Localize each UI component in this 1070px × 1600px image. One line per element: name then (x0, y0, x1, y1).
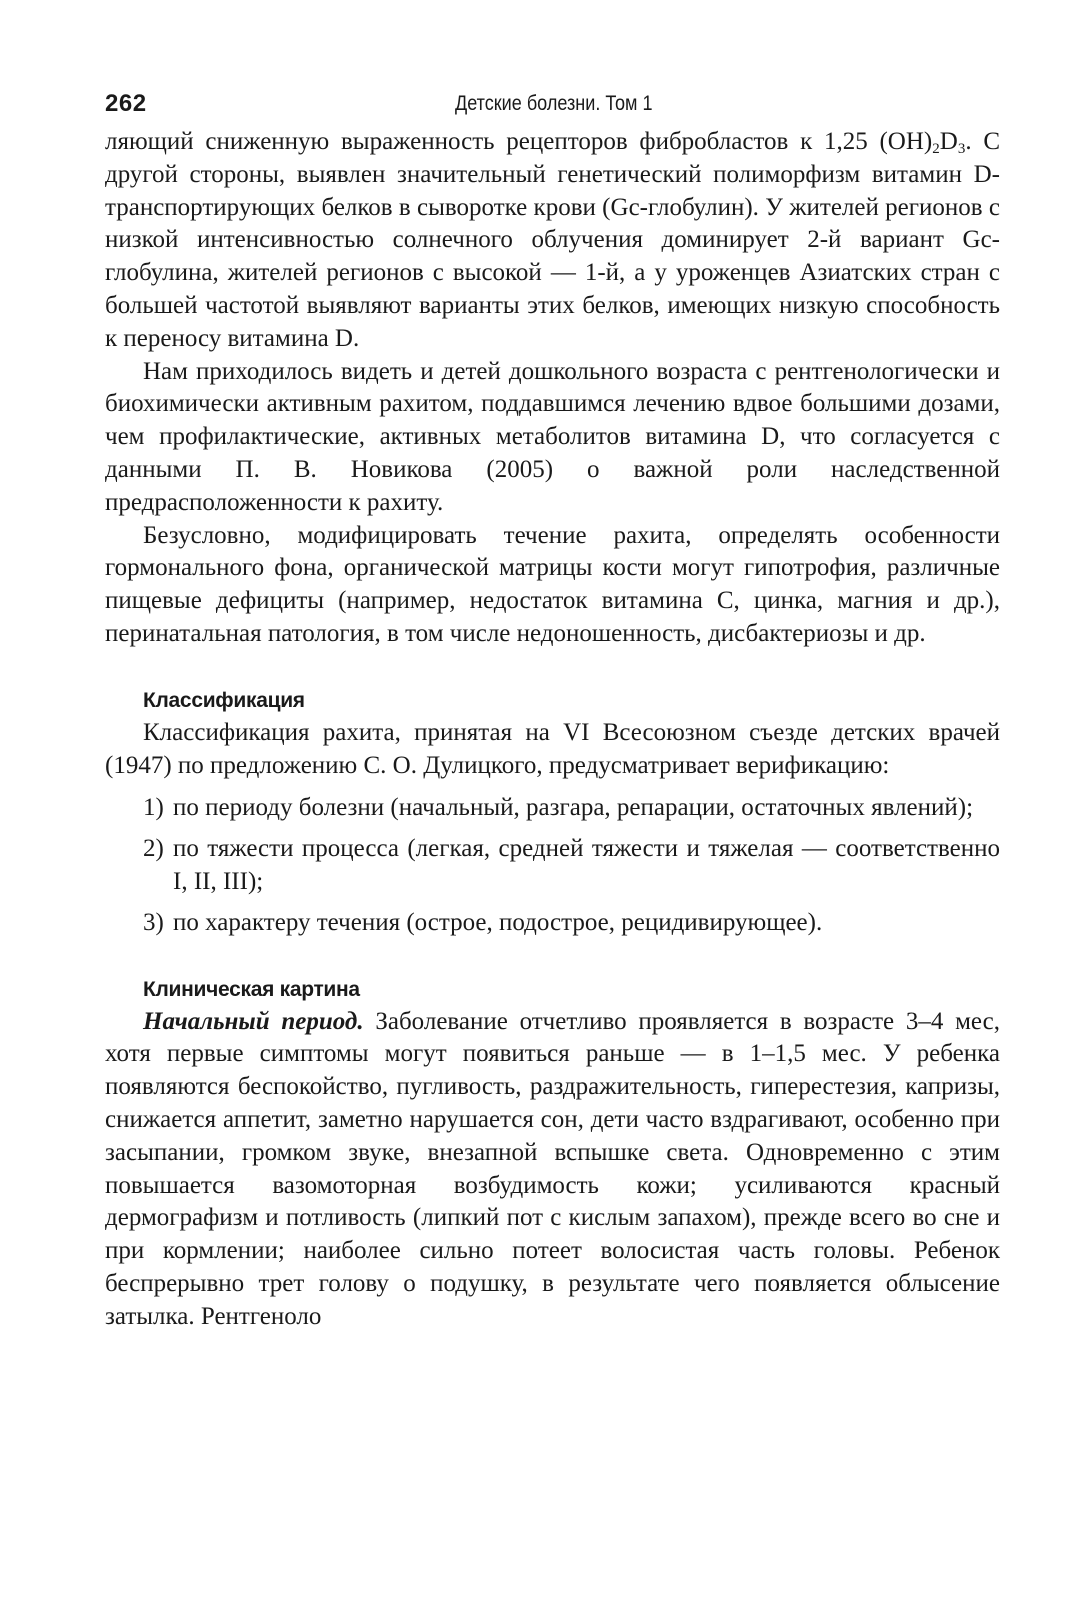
book-page (105, 86, 1000, 1334)
subscript: 2 (932, 141, 940, 157)
book-title: Детские болезни. Том 1 (455, 92, 653, 115)
list-item-text: по периоду болезни (начальный, разгара, репарации, остаточных явлений); (173, 794, 974, 822)
list-item-number: 3) (143, 908, 164, 936)
body-text (105, 126, 1000, 1334)
list-item (105, 833, 1000, 899)
list-item-number: 2) (143, 835, 164, 863)
list-item (105, 907, 1000, 940)
page-number: 262 (105, 90, 147, 117)
paragraph-text: D (939, 128, 958, 155)
paragraph-text: Заболевание отчетливо проявляется в возрасте 3–4 мес, хотя первые симптомы могут появиться раньше — в 1–1,5 мес. У ребенка появляются беспокойство, пугливость, раздражительность, гиперестезия, капризы, снижается аппетит, заметно нарушается сон, дети часто вздрагивают, особенно при засыпании, громком звуке, внезапной вспышке света. Одновременно с этим повышается вазомоторная возбудимость кожи; усиливаются красный дермографизм и потливость (липкий пот с кислым запахом), прежде всего во сне и при кормлении; наиболее сильно потеет волосистая часть головы. Ребенок беспрерывно трет голову о подушку, в результате чего появляется облысение затылка. Рентгеноло (105, 1007, 1000, 1330)
paragraph-continuation (105, 126, 1000, 356)
list-item-number: 1) (143, 794, 164, 822)
paragraph-text: . С другой стороны, выявлен значительный генетический полиморфизм витамин D-транспортирующих белков в сыворотке крови (Gc-глобулин). У жителей регионов с низкой интенсивностью солнечного облучения доминирует 2-й вариант Gc-глобулина, жителей регионов с высокой — 1-й, а у уроженцев Азиатских стран с большей частотой выявляют варианты этих белков, имеющих низкую способность к переносу витамина D. (105, 128, 1000, 352)
classification-list (105, 792, 1000, 939)
list-item (105, 792, 1000, 825)
paragraph (105, 1006, 1000, 1334)
paragraph-text: ляющий сниженную выраженность рецепторов фибробластов к 1,25 (OH) (105, 128, 933, 155)
paragraph: Безусловно, модифицировать течение рахита, определять особенности гормонального фона, органической матрицы кости могут гипотрофия, различные пищевые дефициты (например, недостаток витамина C, цинка, магния и др.), перинатальная патология, в том числе недоношенность, дисбактериозы и др. (105, 521, 1000, 647)
paragraph: Классификация рахита, принятая на VI Всесоюзном съезде детских врачей (1947) по предложению С. О. Дулицкого, предусматривает верификацию: (105, 718, 1000, 779)
section-heading-clinical: Клиническая картина (143, 977, 360, 1001)
subscript: 3 (957, 141, 966, 157)
list-item-text: по характеру течения (острое, подострое, рецидивирующее). (173, 908, 823, 936)
run-in-heading: Начальный период. (143, 1007, 364, 1035)
section-heading-classification: Классификация (143, 688, 305, 712)
running-head (105, 86, 1000, 126)
paragraph: Нам приходилось видеть и детей дошкольного возраста с рентгенологически и биохимически активным рахитом, поддавшимся лечению вдвое большими дозами, чем профилактические, активных метаболитов витамина D, что согласуется с данными П. В. Новикова (2005) о важной роли наследственной предрасположенности к рахиту. (105, 357, 1000, 516)
list-item-text: по тяжести процесса (легкая, средней тяжести и тяжелая — соответственно I, II, III); (173, 835, 1000, 895)
